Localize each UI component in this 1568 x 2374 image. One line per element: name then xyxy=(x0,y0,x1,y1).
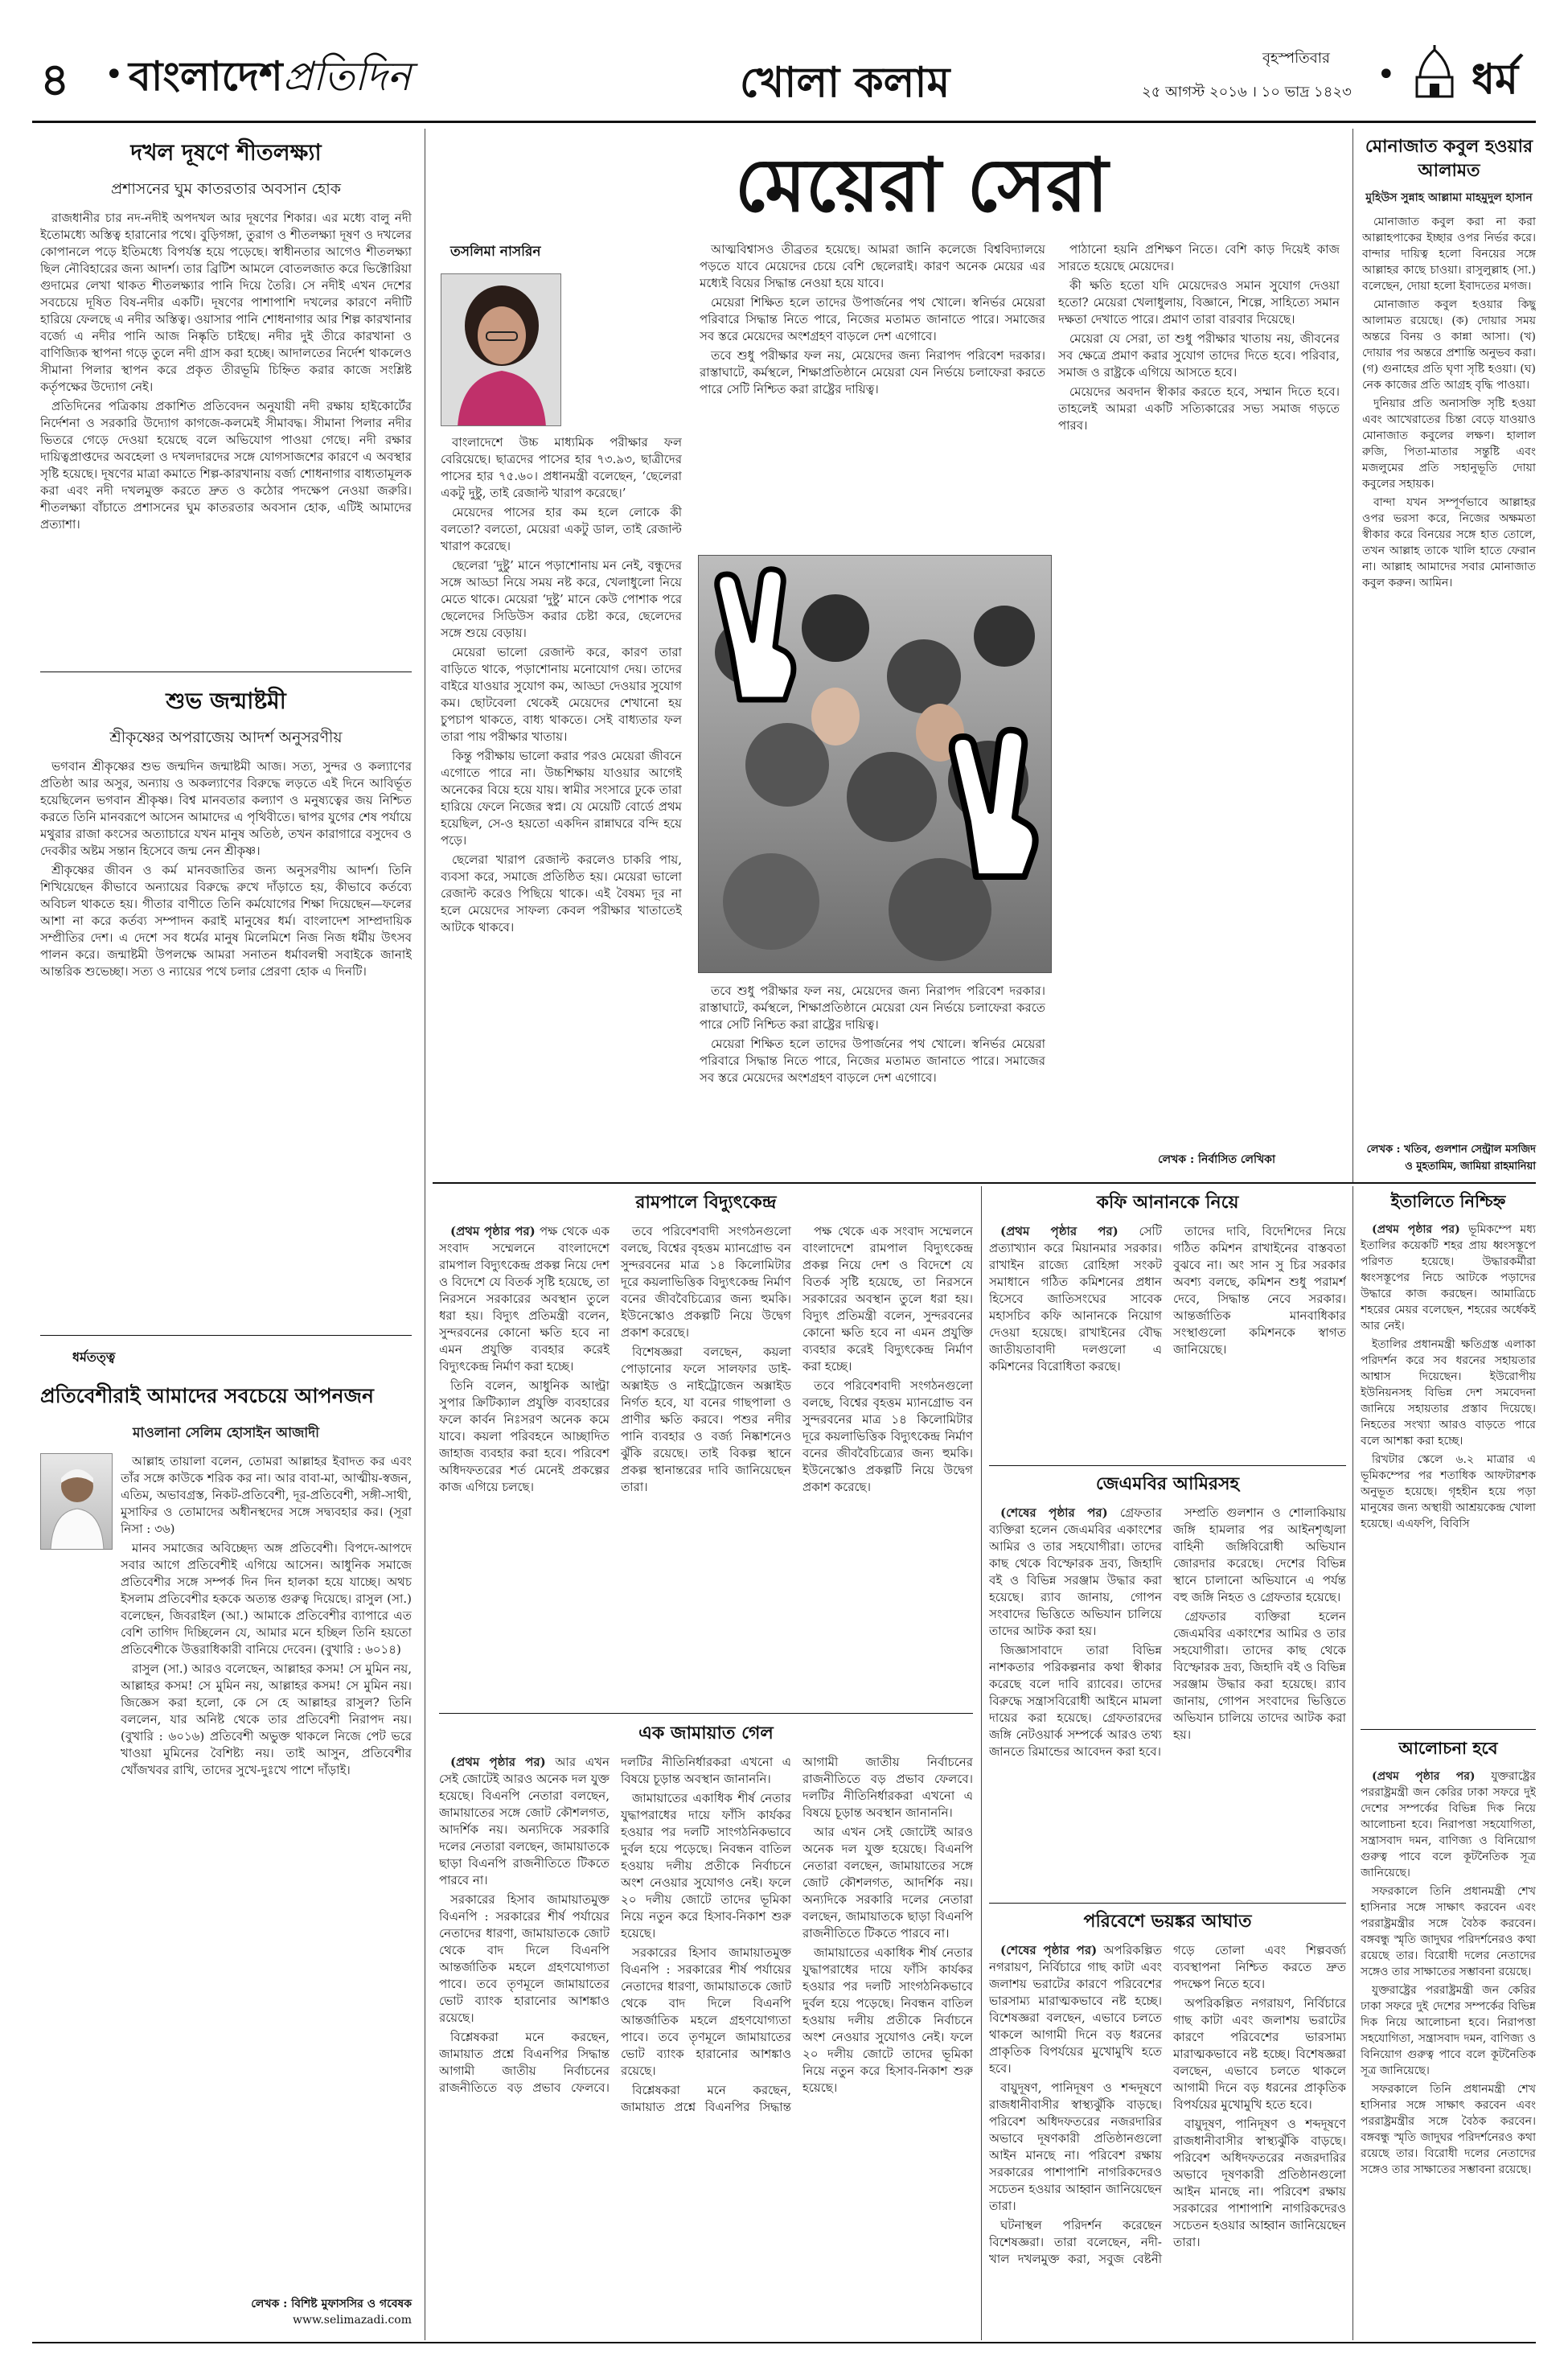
paragraph-text: ভূমিকম্পে মধ্য ইতালির কয়েকটি শহর প্রায় ধ্বংসস্তূপে পরিণত হয়েছে। উদ্ধারকর্মীরা ধ্বংসস্তূপের নিচে আটকে পড়াদের উদ্ধারে কাজ করছেন। আমাত্রিচে শহরের মেয়র বলেছেন, শহরের অর্ধেকই আর নেই। xyxy=(1361,1223,1536,1333)
paragraph: মেয়েরা যে সেরা, তা শুধু পরীক্ষার খাতায় নয়, জীবনের সব ক্ষেত্রে প্রমাণ করার সুযোগ তাদের দিতে হবে। পরিবার, সমাজ ও রাষ্ট্রকে এগিয়ে আসতে হবে। xyxy=(1058,331,1340,380)
paragraph: ছেলেরা ‘দুষ্টু’ মানে পড়াশোনায় মন নেই, বন্ধুদের সঙ্গে আড্ডা নিয়ে সময় নষ্ট করে, খেলাধুলো নিয়ে মেতে থাকে। মেয়েরা ‘দুষ্টু’ মানে কেউ পোশাক পরে ছেলেদের সিডিউস করার চেষ্টা করে, ছেলেদের সঙ্গে শুয়ে বেড়ায়। xyxy=(441,558,682,640)
monajat-footer: লেখক : খতিব, গুলশান সেন্ট্রাল মসজিদ ও মুহতামিম, জামিয়া রাহমানিয়া xyxy=(1366,1144,1536,1173)
paragraph: জিজ্ঞাসাবাদে তারা বিভিন্ন নাশকতার পরিকল্পনার কথা স্বীকার করেছে বলে দাবি র‌্যাবের। তাদের বিরুদ্ধে সন্ত্রাসবিরোধী আইনে মামলা দায়ের করা হয়েছে। গ্রেফতারদের জঙ্গি নেটওয়ার্ক সম্পর্কে আরও তথ্য জানতে রিমান্ডের আবেদন করা হবে। xyxy=(989,1643,1162,1759)
paragraph-text: অপরিকল্পিত নগরায়ণ, নির্বিচারে গাছ কাটা এবং জলাশয় ভরাটের কারণে পরিবেশের ভারসাম্য মারাত্মকভাবে নষ্ট হচ্ছে। বিশেষজ্ঞরা বলছেন, এভাবে চলতে থাকলে আগামী দিনে বড় ধরনের প্রাকৃতিক বিপর্যয়ের মুখোমুখি হতে হবে। xyxy=(989,1943,1162,2076)
religion-article xyxy=(40,1347,412,2327)
paragraph xyxy=(989,1942,1162,2077)
paragraph: সরকারের হিসাব জামায়াতমুক্ত বিএনপি : সরকারের শীর্ষ পর্যায়ের নেতাদের ধারণা, জামায়াতকে জোট থেকে বাদ দিলে বিএনপি আন্তর্জাতিক মহলে গ্রহণযোগ্যতা পাবে। তবে তৃণমূলে জামায়াতের ভোট ব্যাংক হারানোর আশঙ্কাও রয়েছে। xyxy=(621,1945,791,2078)
religion-footer xyxy=(40,2294,412,2327)
main-col-1b xyxy=(569,265,690,426)
environment-body xyxy=(989,1942,1346,2360)
main-article-author: তসলিমা নাসরিন xyxy=(450,244,541,260)
date: ২৫ আগস্ট ২০১৬ । ১০ ভাদ্র ১৪২৩ xyxy=(1142,84,1352,101)
divider xyxy=(1361,1729,1536,1730)
paragraph: ভগবান শ্রীকৃষ্ণের শুভ জন্মদিন জন্মাষ্টমী আজ। সত্য, সুন্দর ও কল্যাণের প্রতিষ্ঠা আর অসুর, অন্যায় ও অকল্যাণের বিরুদ্ধে লড়তে এই দিনে আবির্ভূত হয়েছিলেন ভগবান শ্রীকৃষ্ণ। বিশ্ব মানবতার কল্যাণ ও মনুষ্যত্বের জয় নিশ্চিত করতে তিনি মানবরূপে আসেন আমাদের এ পৃথিবীতে। দ্বাপর যুগের শেষ পর্যায়ে মথুরার রাজা কংসের অত্যাচারে যখন মানুষ অতিষ্ঠ, তখন কারাগারে বসুদেব ও দেবকীর অষ্টম সন্তান হিসেবে জন্ম নেন শ্রীকৃষ্ণ। xyxy=(40,759,412,858)
paragraph: বিশ্লেষকরা মনে করছেন, জামায়াত প্রশ্নে বিএনপির সিদ্ধান্ত আগামী জাতীয় নির্বাচনের রাজনীতিতে বড় প্রভাব ফেলবে। দলটির নীতিনির্ধারকরা এখনো এ বিষয়ে চূড়ান্ত অবস্থান জানাননি। xyxy=(439,1755,791,2095)
paragraph: অপরিকল্পিত নগরায়ণ, নির্বিচারে গাছ কাটা এবং জলাশয় ভরাটের কারণে পরিবেশের ভারসাম্য মারাত্মকভাবে নষ্ট হচ্ছে। বিশেষজ্ঞরা বলছেন, এভাবে চলতে থাকলে আগামী দিনে বড় ধরনের প্রাকৃতিক বিপর্যয়ের মুখোমুখি হতে হবে। xyxy=(1173,1996,1346,2112)
paragraph: ইতালির প্রধানমন্ত্রী ক্ষতিগ্রস্ত এলাকা পরিদর্শন করে সব ধরনের সহায়তার আশ্বাস দিয়েছেন। ইউরোপীয় ইউনিয়নসহ বিভিন্ন দেশ সমবেদনা জানিয়ে সহায়তার প্রস্তাব দিয়েছে। নিহতের সংখ্যা আরও বাড়তে পারে বলে আশঙ্কা করা হচ্ছে। xyxy=(1361,1338,1536,1448)
paragraph: মেয়েদের পাসের হার কম হলে লোকে কী বলতো? বলতো, মেয়েরা একটু ডাল, তাই রেজাল্ট খারাপ করেছে। xyxy=(441,505,682,553)
paragraph-text: আর এখন সেই জোটেই আরও অনেক দল যুক্ত হয়েছে। বিএনপি নেতারা বলছেন, জামায়াতের সঙ্গে জোট কৌশলগত, আদর্শিক নয়। অন্যদিকে সরকারি দলের নেতারা বলছেন, জামায়াতকে ছাড়া বিএনপি রাজনীতিতে টিকতে পারবে না। xyxy=(439,1755,610,1887)
paragraph xyxy=(1361,1222,1536,1334)
rampal-body xyxy=(439,1223,973,1722)
paragraph: সফরকালে তিনি প্রধানমন্ত্রী শেখ হাসিনার সঙ্গে সাক্ষাৎ করবেন এবং পররাষ্ট্রমন্ত্রীর সঙ্গে বৈঠক করবেন। বঙ্গবন্ধু স্মৃতি জাদুঘর পরিদর্শনেরও কথা রয়েছে তার। বিরোধী দলের নেতাদের সঙ্গেও তার সাক্ষাতের সম্ভাবনা রয়েছে। xyxy=(1361,2083,1536,2176)
rampal-lead: (প্রথম পৃষ্ঠার পর) xyxy=(450,1224,536,1238)
mosque-icon xyxy=(1409,45,1460,101)
divider xyxy=(439,1713,973,1714)
paragraph: তিনি বলেন, আধুনিক আল্ট্রা সুপার ক্রিটিক্যাল প্রযুক্তি ব্যবহারের ফলে কার্বন নিঃসরণ অনেক কমে যাবে। কয়লা পরিবহনে আচ্ছাদিত জাহাজ ব্যবহার করা হবে। পরিবেশ অধিদফতরের শর্ত মেনেই প্রকল্পের কাজ এগিয়ে চলছে। xyxy=(439,1378,610,1494)
paragraph: যুক্তরাষ্ট্রের পররাষ্ট্রমন্ত্রী জন কেরির ঢাকা সফরে দুই দেশের সম্পর্কের বিভিন্ন দিক নিয়ে আলোচনা হবে। নিরাপত্তা সহযোগিতা, সন্ত্রাসবাদ দমন, বাণিজ্য ও বিনিয়োগ গুরুত্ব পাবে বলে কূটনৈতিক সূত্র জানিয়েছে। xyxy=(1361,1984,1536,2077)
discussion-article xyxy=(1361,1735,1536,2356)
paragraph: বিশেষজ্ঞরা বলছেন, কয়লা পোড়ানোর ফলে সালফার ডাই-অক্সাইড ও নাইট্রোজেন অক্সাইড নির্গত হবে, যা বনের গাছপালা ও প্রাণীর ক্ষতি করবে। পশুর নদীর পানি ব্যবহার ও বর্জ্য নিষ্কাশনেও ঝুঁকি রয়েছে। তাই বিকল্প স্থানে প্রকল্প স্থানান্তরের দাবি জানিয়েছেন তারা। xyxy=(621,1345,791,1494)
coffee-title: কফি আনানকে নিয়ে xyxy=(1096,1193,1239,1213)
paragraph: বায়ুদূষণ, পানিদূষণ ও শব্দদূষণে রাজধানীবাসীর স্বাস্থ্যঝুঁকি বাড়ছে। পরিবেশ অধিদফতরের নজরদারির অভাবে দূষণকারী প্রতিষ্ঠানগুলো আইন মানছে না। পরিবেশ রক্ষায় সরকারের পাশাপাশি নাগরিকদেরও সচেতন হওয়ার আহ্বান জানিয়েছেন তারা। xyxy=(1173,2117,1346,2249)
jamaat-article xyxy=(439,1719,973,2365)
paragraph: মোনাজাত কবুল করা না করা আল্লাহপাকের ইচ্ছার ওপর নির্ভর করে। বান্দার দায়িত্ব হলো বিনয়ের সঙ্গে আল্লাহর কাছে চাওয়া। রাসুলুল্লাহ (সা.) বলেছেন, দোয়া হলো ইবাদতের মগজ। xyxy=(1362,216,1536,293)
paragraph: বান্দা যখন সম্পূর্ণভাবে আল্লাহর ওপর ভরসা করে, নিজের অক্ষমতা স্বীকার করে বিনয়ের সঙ্গে হাত তোলে, তখন আল্লাহ তাকে খালি হাতে ফেরান না। আল্লাহ আমাদের সবার মোনাজাত কবুল করুন। আমিন। xyxy=(1362,496,1536,589)
paragraph: আত্মবিশ্বাসও তীব্রতর হয়েছে। আমরা জানি কলেজে বিশ্ববিদ্যালয়ে পড়তে যাবে মেয়েদের চেয়ে বেশি ছেলেরাই। কারণ অনেক মেয়ের এর মধ্যেই বিয়ের সিদ্ধান্ত নেওয়া হয়ে যাবে। xyxy=(700,242,1045,290)
paragraph xyxy=(439,1754,610,1889)
monajat-box xyxy=(1362,135,1536,1176)
monajat-title: মোনাজাত কবুল হওয়ার আলামত xyxy=(1365,137,1533,181)
page-number: ৪ xyxy=(40,54,70,106)
environment-lead: (শেষের পৃষ্ঠার পর) xyxy=(1000,1943,1098,1957)
jmb-title: জেএমবির আমিরসহ xyxy=(1095,1474,1240,1494)
main-col-2 xyxy=(700,241,1045,547)
paragraph: গ্রেফতার ব্যক্তিরা হলেন জেএমবির একাংশের আমির ও তার সহযোগীরা। তাদের কাছ থেকে বিস্ফোরক দ্রব্য, জিহাদি বই ও বিভিন্ন সরঞ্জাম উদ্ধার করা হয়েছে। র‌্যাব জানায়, গোপন সংবাদের ভিত্তিতে অভিযান চালিয়ে তাদের আটক করা হয়। xyxy=(1173,1609,1346,1742)
editorial-2-body xyxy=(40,758,412,1353)
paragraph-text: পক্ষ থেকে এক সংবাদ সম্মেলনে বাংলাদেশে রামপাল বিদ্যুৎকেন্দ্র প্রকল্প নিয়ে দেশ ও বিদেশে যে বিতর্ক সৃষ্টি হয়েছে, তা নিরসনে সরকারের অবস্থান তুলে ধরা হয়। বিদ্যুৎ প্রতিমন্ত্রী বলেন, সুন্দরবনের কোনো ক্ষতি হবে না এমন প্রযুক্তি ব্যবহার করেই বিদ্যুৎকেন্দ্র নির্মাণ করা হচ্ছে। xyxy=(439,1224,610,1374)
rampal-article xyxy=(439,1189,973,1722)
jmb-article xyxy=(989,1470,1346,1907)
discussion-title: আলোচনা হবে xyxy=(1398,1739,1498,1758)
environment-title: পরিবেশে ভয়ঙ্কর আঘাত xyxy=(1083,1912,1252,1932)
religion-kicker: ধর্মতত্ত্ব xyxy=(72,1349,116,1365)
bottom-rule xyxy=(32,2342,1536,2343)
jamaat-title: এক জামায়াত গেল xyxy=(638,1723,774,1744)
victory-hand-icon xyxy=(708,563,812,708)
paragraph: পাঠানো হয়নি প্রশিক্ষণ নিতে। বেশি কাড় দিয়েই কাজ সারতে হয়েছে মেয়েদের। xyxy=(1058,242,1340,273)
paragraph: মেয়েরা শিক্ষিত হলে তাদের উপার্জনের পথ খোলে। স্বনির্ভর মেয়েরা পরিবারে সিদ্ধান্ত নিতে পারে, নিজের মতামত জানাতে পারে। সমাজের সব স্তরে মেয়েদের অংশগ্রহণ বাড়লে দেশ এগোবে। xyxy=(700,1037,1045,1085)
editorial-1-subtitle: প্রশাসনের ঘুম কাতরতার অবসান হোক xyxy=(110,180,341,198)
paragraph: আর এখন সেই জোটেই আরও অনেক দল যুক্ত হয়েছে। বিএনপি নেতারা বলছেন, জামায়াতের সঙ্গে জোট কৌশলগত, আদর্শিক নয়। অন্যদিকে সরকারি দলের নেতারা বলছেন, জামায়াতকে ছাড়া বিএনপি রাজনীতিতে টিকতে পারবে না। xyxy=(802,1825,973,1941)
paragraph: তাদের দাবি, বিদেশিদের নিয়ে গঠিত কমিশন রাখাইনের বাস্তবতা বুঝবে না। অং সান সু চির সরকার অবশ্য বলছে, কমিশন শুধু পরামর্শ দেবে, সিদ্ধান্ত নেবে সরকার। আন্তর্জাতিক মানবাধিকার সংস্থাগুলো কমিশনকে স্বাগত জানিয়েছে। xyxy=(1173,1224,1346,1357)
paragraph: মেয়েরা ভালো রেজাল্ট করে, কারণ তারা বাড়িতে থাকে, পড়াশোনায় মনোযোগ দেয়। তাদের বাইরে যাওয়ার সুযোগ কম, আড্ডা দেওয়ার সুযোগ কম। ছোটবেলা থেকেই মেয়েদের শেখানো হয় চুপচাপ থাকতে, বাধ্য থাকতে। সেই বাধ্যতার ফল তারা পায় পরীক্ষার খাতায়। xyxy=(441,645,682,744)
divider xyxy=(40,1335,412,1336)
editorial-2-title: শুভ জন্মাষ্টমী xyxy=(166,688,286,714)
religion-footer-web: www.selimazadi.com xyxy=(293,2314,412,2327)
discussion-lead: (প্রথম পৃষ্ঠার পর) xyxy=(1372,1770,1476,1783)
lower-rule xyxy=(433,1182,1536,1184)
paragraph-text: গ্রেফতার ব্যক্তিরা হলেন জেএমবির একাংশের আমির ও তার সহযোগীরা। তাদের কাছ থেকে বিস্ফোরক দ্রব্য, জিহাদি বই ও বিভিন্ন সরঞ্জাম উদ্ধার করা হয়েছে। র‌্যাব জানায়, গোপন সংবাদের ভিত্তিতে অভিযান চালিয়ে তাদের আটক করা হয়। xyxy=(989,1505,1162,1638)
jmb-lead: (শেষের পৃষ্ঠার পর) xyxy=(1000,1505,1108,1520)
section-title: খোলা কলাম xyxy=(740,59,950,107)
jmb-body xyxy=(989,1505,1346,1907)
victory-hand-icon xyxy=(941,724,1053,885)
italy-lead: (প্রথম পৃষ্ঠার পর) xyxy=(1372,1223,1460,1236)
paragraph: পক্ষ থেকে এক সংবাদ সম্মেলনে বাংলাদেশে রামপাল বিদ্যুৎকেন্দ্র প্রকল্প নিয়ে দেশ ও বিদেশে যে বিতর্ক সৃষ্টি হয়েছে, তা নিরসনে সরকারের অবস্থান তুলে ধরা হয়। বিদ্যুৎ প্রতিমন্ত্রী বলেন, সুন্দরবনের কোনো ক্ষতি হবে না এমন প্রযুক্তি ব্যবহার করেই বিদ্যুৎকেন্দ্র নির্মাণ করা হচ্ছে। xyxy=(802,1224,973,1374)
paragraph: বিশ্লেষকরা মনে করছেন, জামায়াত প্রশ্নে বিএনপির সিদ্ধান্ত আগামী জাতীয় নির্বাচনের রাজনীতিতে বড় প্রভাব ফেলবে। দলটির নীতিনির্ধারকরা এখনো এ বিষয়ে চূড়ান্ত অবস্থান জানাননি। xyxy=(621,1755,973,2114)
paragraph: প্রতিদিনের পত্রিকায় প্রকাশিত প্রতিবেদন অনুযায়ী নদী রক্ষায় হাইকোর্টের নির্দেশনা ও সরকারি উদ্যোগ কাগজে-কলমেই সীমাবদ্ধ। সীমানা পিলার নদীর ভিতরে গেড়ে দেওয়া হয়েছে বলে অভিযোগ পাওয়া গেছে। নদী রক্ষার দায়িত্বপ্রাপ্তদের অবহেলা ও দখলদারদের সঙ্গে যোগসাজশের কারণে এ অবস্থার সৃষ্টি হয়েছে। দূষণের মাত্রা কমাতে শিল্প-কারখানায় বর্জ্য শোধনাগার বাধ্যতামূলক করা এবং নদী দখলমুক্ত করতে দ্রুত ও কঠোর পদক্ষেপ নেওয়া জরুরি। শীতলক্ষ্যা বাঁচাতে প্রশাসনের ঘুম কাতরতার অবসান হোক, এটিই আমাদের প্রত্যাশা। xyxy=(40,399,412,532)
editorial-2 xyxy=(40,684,412,1353)
paragraph: মোনাজাত কবুল হওয়ার কিছু আলামত রয়েছে। (ক) দোয়ার সময় অন্তরে বিনয় ও কান্না আসা। (খ) দোয়ার পর অন্তরে প্রশান্তি অনুভব করা। (গ) গুনাহের প্রতি ঘৃণা সৃষ্টি হওয়া। (ঘ) নেক কাজের প্রতি আগ্রহ বৃদ্ধি পাওয়া। xyxy=(1362,298,1536,392)
paragraph: রাসুল (সা.) আরও বলেছেন, আল্লাহর কসম! সে মুমিন নয়, আল্লাহর কসম! সে মুমিন নয়, আল্লাহর কসম! সে মুমিন নয়। জিজ্ঞেস করা হলো, কে সে হে আল্লাহর রাসুল? তিনি বললেন, যার অনিষ্ট থেকে তার প্রতিবেশী নিরাপদ নয়। (বুখারি : ৬০১৬) প্রতিবেশী অভুক্ত থাকলে নিজে পেট ভরে খাওয়া মুমিনের বৈশিষ্ট্য নয়। তাই আসুন, প্রতিবেশীর খোঁজখবর রাখি, তাদের সুখে-দুঃখে পাশে দাঁড়াই। xyxy=(121,1661,412,1777)
weekday: বৃহস্পতিবার xyxy=(1262,50,1330,67)
paragraph: তবে পরিবেশবাদী সংগঠনগুলো বলছে, বিশ্বের বৃহত্তম ম্যানগ্রোভ বন সুন্দরবনের মাত্র ১৪ কিলোমিটার দূরে কয়লাভিত্তিক বিদ্যুৎকেন্দ্র নির্মাণ বনের জীববৈচিত্র্যের জন্য হুমকি। ইউনেস্কোও প্রকল্পটি নিয়ে উদ্বেগ প্রকাশ করেছে। xyxy=(802,1378,973,1494)
italy-title: ইতালিতে নিশ্চিহ্ন xyxy=(1390,1192,1506,1211)
italy-article xyxy=(1361,1189,1536,1736)
paper-name-part1: বাংলাদেশ xyxy=(129,53,283,100)
paragraph: দুনিয়ার প্রতি অনাসক্তি সৃষ্টি হওয়া এবং আখেরাতের চিন্তা বেড়ে যাওয়াও মোনাজাত কবুলের লক্ষণ। হালাল রুজি, পিতা-মাতার সন্তুষ্টি এবং মজলুমের প্রতি সহানুভূতি দোয়া কবুলের সহায়ক। xyxy=(1362,397,1536,491)
monajat-author: মুহিউস সুন্নাহ আল্লামা মাহমুদুল হাসান xyxy=(1365,191,1533,204)
paragraph: বাংলাদেশে উচ্চ মাধ্যমিক পরীক্ষার ফল বেরিয়েছে। ছাত্রদের পাসের হার ৭৩.৯৩, ছাত্রীদের পাসের হার ৭৫.৬০। প্রধানমন্ত্রী বলেছেন, ‘ছেলেরা একটু দুষ্টু, তাই রেজাল্ট খারাপ করেছে।’ xyxy=(441,435,682,500)
paragraph-text: সেটি প্রত্যাখ্যান করে মিয়ানমার সরকার। রাখাইন রাজ্যে রোহিঙ্গা সংকট সমাধানে গঠিত কমিশনের প্রধান হিসেবে জাতিসংঘের সাবেক মহাসচিব কফি আনানকে নিয়োগ দেওয়া হয়েছে। রাখাইনের বৌদ্ধ জাতীয়তাবাদী দলগুলো এ কমিশনের বিরোধিতা করছে। xyxy=(989,1224,1162,1374)
coffee-article xyxy=(989,1189,1346,1489)
paragraph: কিন্তু পরীক্ষায় ভালো করার পরও মেয়েরা জীবনে এগোতে পারে না। উচ্চশিক্ষায় যাওয়ার আগেই অনেকের বিয়ে হয়ে যায়। স্বামীর সংসারে ঢুকে তারা হারিয়ে ফেলে নিজের স্বপ্ন। যে মেয়েটি বোর্ডে প্রথম হয়েছিল, সে-ও হয়তো একদিন রান্নাঘরে বন্দি হয়ে পড়ে। xyxy=(441,749,682,848)
paragraph: মেয়েরা শিক্ষিত হলে তাদের উপার্জনের পথ খোলে। স্বনির্ভর মেয়েরা পরিবারে সিদ্ধান্ত নিতে পারে, নিজের মতামত জানাতে পারে। সমাজের সব স্তরে মেয়েদের অংশগ্রহণ বাড়লে দেশ এগোবে। xyxy=(700,295,1045,343)
editorial-1-title: দখল দূষণে শীতলক্ষ্যা xyxy=(130,139,322,166)
religion-footer-label: লেখক : বিশিষ্ট মুফাসসির ও গবেষক xyxy=(251,2298,412,2310)
rule-lower-1 xyxy=(981,1186,982,2340)
main-col-2b xyxy=(700,983,1045,1144)
paragraph-text: যুক্তরাষ্ট্রের পররাষ্ট্রমন্ত্রী জন কেরির ঢাকা সফরে দুই দেশের সম্পর্কের বিভিন্ন দিক নিয়ে আলোচনা হবে। নিরাপত্তা সহযোগিতা, সন্ত্রাসবাদ দমন, বাণিজ্য ও বিনিয়োগ গুরুত্ব পাবে বলে কূটনৈতিক সূত্র জানিয়েছে। xyxy=(1361,1770,1536,1879)
paragraph: তবে শুধু পরীক্ষার ফল নয়, মেয়েদের জন্য নিরাপদ পরিবেশ দরকার। রাস্তাঘাটে, কর্মস্থলে, শিক্ষাপ্রতিষ্ঠানে মেয়েরা যেন নির্ভয়ে চলাফেরা করতে পারে সেটি নিশ্চিত করা রাষ্ট্রের দায়িত্ব। xyxy=(700,984,1045,1032)
editorial-1 xyxy=(40,135,412,725)
paragraph: মানব সমাজের অবিচ্ছেদ্য অঙ্গ প্রতিবেশী। বিপদে-আপদে সবার আগে প্রতিবেশীই এগিয়ে আসেন। আধুনিক সমাজে প্রতিবেশীর সঙ্গে সম্পর্ক দিন দিন হালকা হয়ে যাচ্ছে। অথচ ইসলাম প্রতিবেশীর হককে অত্যন্ত গুরুত্ব দিয়েছে। রাসুল (সা.) বলেছেন, জিবরাইল (আ.) আমাকে প্রতিবেশীর ব্যাপারে এত বেশি তাগিদ দিচ্ছিলেন যে, আমার মনে হচ্ছিল তিনি হয়তো প্রতিবেশীকে উত্তরাধিকারী বানিয়ে দেবেন। (বুখারি : ৬০১৪) xyxy=(121,1541,412,1657)
italy-body xyxy=(1361,1222,1536,1736)
paragraph xyxy=(439,1223,610,1375)
columnist-photo xyxy=(441,273,561,426)
paragraph: সম্প্রতি গুলশান ও শোলাকিয়ায় জঙ্গি হামলার পর আইনশৃঙ্খলা বাহিনী জঙ্গিবিরোধী অভিযান জোরদার করেছে। দেশের বিভিন্ন স্থানে চালানো অভিযানে এ পর্যন্ত বহু জঙ্গি নিহত ও গ্রেফতার হয়েছে। xyxy=(1173,1505,1346,1604)
paragraph xyxy=(1361,1768,1536,1881)
paragraph: তবে পরিবেশবাদী সংগঠনগুলো বলছে, বিশ্বের বৃহত্তম ম্যানগ্রোভ বন সুন্দরবনের মাত্র ১৪ কিলোমিটার দূরে কয়লাভিত্তিক বিদ্যুৎকেন্দ্র নির্মাণ বনের জীববৈচিত্র্যের জন্য হুমকি। ইউনেস্কোও প্রকল্পটি নিয়ে উদ্বেগ প্রকাশ করেছে। xyxy=(621,1224,791,1340)
main-col-1 xyxy=(441,434,682,1238)
religion-body xyxy=(121,1453,412,2290)
coffee-lead: (প্রথম পৃষ্ঠার পর) xyxy=(1000,1224,1119,1238)
right-section: ধর্ম xyxy=(1472,55,1519,104)
paragraph: রিখটার স্কেলে ৬.২ মাত্রার এ ভূমিকম্পের পর শতাধিক আফটারশক অনুভূত হয়েছে। গৃহহীন হয়ে পড়া মানুষের জন্য অস্থায়ী আশ্রয়কেন্দ্র খোলা হয়েছে। এএফপি, বিবিসি xyxy=(1361,1453,1536,1530)
coffee-body xyxy=(989,1223,1346,1489)
divider xyxy=(989,1903,1346,1904)
paragraph xyxy=(989,1223,1162,1375)
paragraph: কী ক্ষতি হতো যদি মেয়েদেরও সমান সুযোগ দেওয়া হতো? মেয়েরা খেলাধুলায়, বিজ্ঞানে, শিল্পে, সাহিত্যে সমান দক্ষতা দেখাতে পারে। প্রমাণ তারা বারবার দিয়েছে। xyxy=(1058,278,1340,327)
editorial-2-subtitle: শ্রীকৃষ্ণের অপরাজেয় আদর্শ অনুসরণীয় xyxy=(109,729,343,746)
masthead-dot-right: • xyxy=(1377,56,1396,93)
environment-article xyxy=(989,1908,1346,2360)
paragraph: ছেলেরা খারাপ রেজাল্ট করলেও চাকরি পায়, ব্যবসা করে, সমাজে প্রতিষ্ঠিত হয়। মেয়েরা ভালো রেজাল্ট করেও পিছিয়ে থাকে। এই বৈষম্য দূর না হলে মেয়েদের সাফল্য কেবল পরীক্ষার খাতাতেই আটকে থাকবে। xyxy=(441,852,682,934)
paragraph: তবে শুধু পরীক্ষার ফল নয়, মেয়েদের জন্য নিরাপদ পরিবেশ দরকার। রাস্তাঘাটে, কর্মস্থলে, শিক্ষাপ্রতিষ্ঠানে মেয়েরা যেন নির্ভয়ে চলাফেরা করতে পারে সেটি নিশ্চিত করা রাষ্ট্রের দায়িত্ব। xyxy=(700,348,1045,396)
jamaat-body xyxy=(439,1754,973,2365)
masthead-dot: • xyxy=(105,56,124,93)
paper-name xyxy=(129,47,411,113)
paragraph: সরকারের হিসাব জামায়াতমুক্ত বিএনপি : সরকারের শীর্ষ পর্যায়ের নেতাদের ধারণা, জামায়াতকে জোট থেকে বাদ দিলে বিএনপি আন্তর্জাতিক মহলে গ্রহণযোগ্যতা পাবে। তবে তৃণমূলে জামায়াতের ভোট ব্যাংক হারানোর আশঙ্কাও রয়েছে। xyxy=(439,1892,610,2025)
monajat-body xyxy=(1362,214,1536,1139)
paragraph: জামায়াতের একাধিক শীর্ষ নেতার যুদ্ধাপরাধের দায়ে ফাঁসি কার্যকর হওয়ার পর দলটি সাংগঠনিকভাবে দুর্বল হয়ে পড়েছে। নিবন্ধন বাতিল হওয়ায় দলীয় প্রতীকে নির্বাচনে অংশ নেওয়ার সুযোগও নেই। ফলে ২০ দলীয় জোটে তাদের ভূমিকা নিয়ে নতুন করে হিসাব-নিকাশ শুরু হয়েছে। xyxy=(621,1791,791,1941)
paragraph: সফরকালে তিনি প্রধানমন্ত্রী শেখ হাসিনার সঙ্গে সাক্ষাৎ করবেন এবং পররাষ্ট্রমন্ত্রীর সঙ্গে বৈঠক করবেন। বঙ্গবন্ধু স্মৃতি জাদুঘর পরিদর্শনেরও কথা রয়েছে তার। বিরোধী দলের নেতাদের সঙ্গেও তার সাক্ষাতের সম্ভাবনা রয়েছে। xyxy=(1361,1885,1536,1978)
paragraph: শ্রীকৃষ্ণের জীবন ও কর্ম মানবজাতির জন্য অনুসরণীয় আদর্শ। তিনি শিখিয়েছেন কীভাবে অন্যায়ের বিরুদ্ধে রুখে দাঁড়াতে হয়, কীভাবে কর্তব্যে অবিচল থাকতে হয়। গীতার বাণীতে তিনি কর্মযোগের শিক্ষা দিয়েছেন—ফলের আশা না করে কর্তব্য সম্পাদন করাই মানুষের ধর্ম। বাংলাদেশ সাম্প্রদায়িক সম্প্রীতির দেশ। এ দেশে সব ধর্মের মানুষ মিলেমিশে নিজ নিজ ধর্মীয় উৎসব পালন করে। জন্মাষ্টমী উপলক্ষে আমরা সনাতন ধর্মাবলম্বী সবাইকে জানাই আন্তরিক শুভেচ্ছা। সত্য ও ন্যায়ের পথে চলার প্রেরণা হোক এ দিনটি। xyxy=(40,863,412,979)
religion-author: মাওলানা সেলিম হোসাইন আজাদী xyxy=(132,1425,320,1441)
masthead-rule xyxy=(32,121,1536,123)
main-footer: লেখক : নির্বাসিত লেখিকা xyxy=(1158,1153,1276,1166)
paragraph: জামায়াতের একাধিক শীর্ষ নেতার যুদ্ধাপরাধের দায়ে ফাঁসি কার্যকর হওয়ার পর দলটি সাংগঠনিকভাবে দুর্বল হয়ে পড়েছে। নিবন্ধন বাতিল হওয়ায় দলীয় প্রতীকে নির্বাচনে অংশ নেওয়ার সুযোগও নেই। ফলে ২০ দলীয় জোটে তাদের ভূমিকা নিয়ে নতুন করে হিসাব-নিকাশ শুরু হয়েছে। xyxy=(802,1945,973,2095)
editorial-1-body xyxy=(40,210,412,725)
paragraph: আল্লাহ তায়ালা বলেন, তোমরা আল্লাহর ইবাদত কর এবং তাঁর সঙ্গে কাউকে শরিক কর না। আর বাবা-মা, আত্মীয়-স্বজন, এতিম, অভাবগ্রস্ত, নিকট-প্রতিবেশী, দূর-প্রতিবেশী, সঙ্গী-সাথী, মুসাফির ও তোমাদের অধীনস্থদের সঙ্গে সদ্ব্যবহার কর। (সূরা নিসা : ৩৬) xyxy=(121,1454,412,1536)
paragraph: বায়ুদূষণ, পানিদূষণ ও শব্দদূষণে রাজধানীবাসীর স্বাস্থ্যঝুঁকি বাড়ছে। পরিবেশ অধিদফতরের নজরদারির অভাবে দূষণকারী প্রতিষ্ঠানগুলো আইন মানছে না। পরিবেশ রক্ষায় সরকারের পাশাপাশি নাগরিকদেরও সচেতন হওয়ার আহ্বান জানিয়েছেন তারা। xyxy=(989,2080,1162,2213)
paragraph xyxy=(989,1505,1162,1640)
main-col-3 xyxy=(1058,241,1340,1142)
main-article-title: মেয়েরা সেরা xyxy=(734,142,1109,228)
paragraph: রাজধানীর চার নদ-নদীই অপদখল আর দূষণের শিকার। এর মধ্যে বালু নদী ইতোমধ্যে অস্তিত্ব হারানোর পথে। বুড়িগঙ্গা, তুরাগ ও শীতলক্ষ্যা দূষণ ও দখলের কোপানলে পড়ে ইতিমধ্যে বিপর্যস্ত হয়ে পড়েছে। স্বাধীনতার আগেও শীতলক্ষ্যা ছিল নৌবিহারের জন্য আদর্শ। তার ব্রিটিশ আমলে বোতলজাত করে ভিক্টোরিয়া গুদামের লেখা থাকত শীতলক্ষ্যার পানি দিয়ে তৈরি। সে নদীই এখন দেশের সবচেয়ে দূষিত বিষ-নদীর একটি। দূষণের পাশাপাশি দখলের কারণে নদীটি হারিয়ে ফেলছে এ নদীর অস্তিত্ব। ওয়াসার পানি শোধনাগার আর শিল্প কারখানার বর্জ্যে এ নদীর পানি আজ নিষ্কৃতি চাইছে। নদীর দুই তীরে কারখানা ও বাণিজ্যিক স্থাপনা গড়ে তুলে নদী গ্রাস করা হচ্ছে। আদালতের নির্দেশ থাকলেও সীমানা পিলার স্থাপন করে প্রকৃত তীরভূমি চিহ্নিত করার কাজে সংশ্লিষ্ট কর্তৃপক্ষের উদ্যোগ নেই। xyxy=(40,211,412,394)
paragraph: ঘটনাস্থল পরিদর্শন করেছেন বিশেষজ্ঞরা। তারা বলেছেন, নদী-খাল দখলমুক্ত করা, সবুজ বেষ্টনী গড়ে তোলা এবং শিল্পবর্জ্য ব্যবস্থাপনা নিশ্চিত করতে দ্রুত পদক্ষেপ নিতে হবে। xyxy=(989,1943,1346,2266)
masthead xyxy=(32,32,1536,121)
divider xyxy=(989,1465,1346,1466)
paper-name-part2: প্রতিদিন xyxy=(282,53,412,100)
religion-title: প্রতিবেশীরাই আমাদের সবচেয়ে আপনজন xyxy=(40,1384,374,1407)
paragraph: মেয়েদের অবদান স্বীকার করতে হবে, সম্মান দিতে হবে। তাহলেই আমরা একটি সত্যিকারের সভ্য সমাজ গড়তে পারব। xyxy=(1058,384,1340,433)
rampal-title: রামপালে বিদ্যুৎকেন্দ্র xyxy=(635,1193,777,1213)
discussion-body xyxy=(1361,1768,1536,2356)
jamaat-lead: (প্রথম পৃষ্ঠার পর) xyxy=(450,1755,546,1769)
author-photo xyxy=(40,1453,113,1550)
